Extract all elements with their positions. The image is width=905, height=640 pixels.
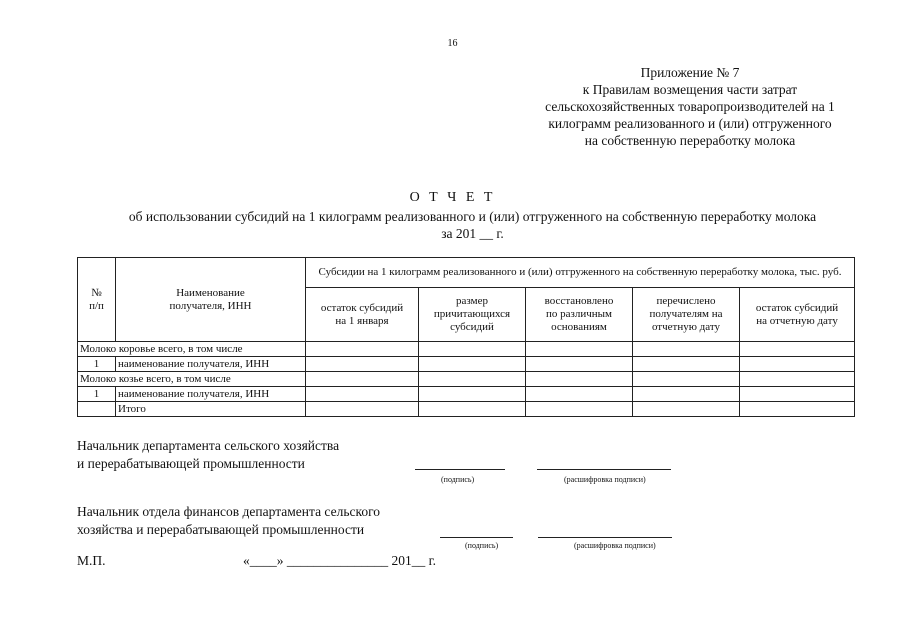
subtitle-period: за 201 __ г. <box>441 226 504 241</box>
row-num: 1 <box>78 387 116 402</box>
header-balance-report <box>740 288 855 342</box>
header-num <box>78 258 116 342</box>
table-cell <box>526 402 633 417</box>
row-recipient: наименование получателя, ИНН <box>116 357 306 372</box>
signature2-title-line2: хозяйства и перерабатывающей промышленности <box>77 522 365 537</box>
subtitle-line: об использовании субсидий на 1 килограмм реализованного и (или) отгруженного на собственную переработку молока <box>128 209 817 224</box>
subsidy-report-table <box>77 257 855 417</box>
appendix-line: на собственную переработку молока <box>584 133 796 148</box>
signature2-sign-line <box>440 537 513 538</box>
table-cell <box>740 387 855 402</box>
appendix-header <box>505 64 875 149</box>
header-balance-jan <box>306 288 419 342</box>
table-cell <box>633 342 740 357</box>
header-restored <box>526 288 633 342</box>
stamp-place-label: М.П. <box>77 553 106 568</box>
signature2-title-line1: Начальник отдела финансов департамента сельского <box>77 504 381 519</box>
table-cell <box>526 372 633 387</box>
table-row-cow-milk <box>78 342 855 357</box>
table-cell <box>740 357 855 372</box>
header-balance-jan-text: остаток субсидий на 1 января <box>320 301 404 327</box>
signature1-title-line2: и перерабатывающей промышленности <box>77 456 305 471</box>
header-due-amount-text: размер причитающихся субсидий <box>433 295 511 333</box>
table-cell <box>526 342 633 357</box>
header-transferred-text: перечислено получателям на отчетную дату <box>649 295 723 333</box>
appendix-line: к Правилам возмещения части затрат <box>582 82 798 97</box>
appendix-line: Приложение № 7 <box>640 65 740 80</box>
table-row <box>78 387 855 402</box>
table-cell <box>633 372 740 387</box>
appendix-line: сельскохозяйственных товаропроизводителей на 1 <box>545 99 835 114</box>
table-cell <box>306 402 419 417</box>
table-cell <box>633 387 740 402</box>
table-cell <box>526 357 633 372</box>
date-line: «____» _______________ 201__ г. <box>243 553 437 568</box>
table-row-goat-milk <box>78 372 855 387</box>
header-balance-report-text: остаток субсидий на отчетную дату <box>755 301 839 327</box>
signature1-title-line1: Начальник департамента сельского хозяйства <box>77 438 340 453</box>
row-num: 1 <box>78 357 116 372</box>
signature2-decode-line <box>538 537 672 538</box>
report-title: О Т Ч Е Т <box>409 190 496 205</box>
report-subtitle <box>40 208 905 242</box>
table-cell <box>633 402 740 417</box>
header-recipient-text: Наименование получателя, ИНН <box>169 286 252 312</box>
table-cell <box>740 402 855 417</box>
table-cell <box>419 387 526 402</box>
header-due-amount <box>419 288 526 342</box>
header-restored-text: восстановлено по различным основаниям <box>544 295 614 333</box>
table-cell <box>740 372 855 387</box>
section-label-goat: Молоко козье всего, в том числе <box>78 372 306 387</box>
header-recipient <box>116 258 306 342</box>
signature2-decode-caption: (расшифровка подписи) <box>574 541 656 550</box>
signature1-decode-caption: (расшифровка подписи) <box>564 475 646 484</box>
signature2-sign-caption: (подпись) <box>465 541 499 550</box>
signature1-sign-caption: (подпись) <box>441 475 475 484</box>
table-cell <box>306 357 419 372</box>
table-row-total <box>78 402 855 417</box>
header-transferred <box>633 288 740 342</box>
row-num <box>78 402 116 417</box>
table-row <box>78 357 855 372</box>
table-cell <box>419 402 526 417</box>
table-cell <box>633 357 740 372</box>
section-label-cow: Молоко коровье всего, в том числе <box>78 342 306 357</box>
signature1-sign-line <box>415 469 505 470</box>
table-cell <box>419 372 526 387</box>
table-cell <box>306 387 419 402</box>
page-number: 16 <box>447 38 458 49</box>
table-cell <box>526 387 633 402</box>
signature1-decode-line <box>537 469 671 470</box>
row-recipient: наименование получателя, ИНН <box>116 387 306 402</box>
header-num-text: № п/п <box>89 286 104 312</box>
table-cell <box>740 342 855 357</box>
table-cell <box>306 342 419 357</box>
table-cell <box>419 357 526 372</box>
table-cell <box>306 372 419 387</box>
header-subsidy-group: Субсидии на 1 килограмм реализованного и (или) отгруженного на собственную переработку молока, тыс. руб. <box>306 258 855 288</box>
row-total-label: Итого <box>116 402 306 417</box>
appendix-line: килограмм реализованного и (или) отгруженного <box>548 116 832 131</box>
table-cell <box>419 342 526 357</box>
